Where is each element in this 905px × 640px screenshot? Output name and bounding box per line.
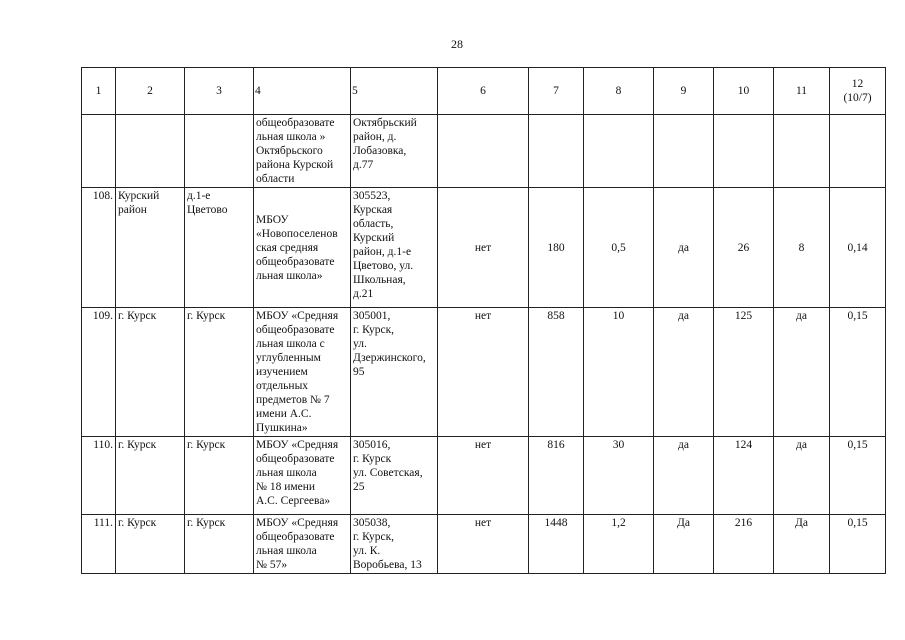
header-col-4: 4	[254, 68, 351, 115]
col6-cell: нет	[438, 188, 529, 308]
address-cell: Октябрьский район, д. Лобазовка, д.77	[351, 115, 438, 188]
col12-cell: 0,15	[830, 437, 886, 515]
col9-cell: Да	[654, 515, 714, 574]
locality-cell: г. Курск	[185, 515, 254, 574]
table-cell	[116, 115, 185, 188]
col7-cell: 858	[529, 308, 584, 437]
district-cell: г. Курск	[116, 308, 185, 437]
col10-cell: 216	[714, 515, 774, 574]
table-cell	[830, 115, 886, 188]
locality-cell: д.1-е Цветово	[185, 188, 254, 308]
header-row	[82, 68, 886, 115]
col9-cell: да	[654, 188, 714, 308]
table-cell	[654, 115, 714, 188]
schools-table	[81, 67, 886, 574]
header-col-7: 7	[529, 68, 584, 115]
locality-cell: г. Курск	[185, 437, 254, 515]
row-number-cell: 110.	[82, 437, 116, 515]
address-cell: 305016, г. Курск ул. Советская, 25	[351, 437, 438, 515]
table-cell	[185, 115, 254, 188]
district-cell: Курский район	[116, 188, 185, 308]
org-name-cell: общеобразовате льная школа » Октябрьского района Курской области	[254, 115, 351, 188]
row-number-cell: 111.	[82, 515, 116, 574]
table-row-110	[82, 437, 886, 515]
header-col-8: 8	[584, 68, 654, 115]
header-col-10: 10	[714, 68, 774, 115]
page-number: 28	[451, 37, 463, 51]
table-row-continuation	[82, 115, 886, 188]
table-cell	[714, 115, 774, 188]
header-col-5: 5	[351, 68, 438, 115]
header-col-3: 3	[185, 68, 254, 115]
col7-cell: 816	[529, 437, 584, 515]
table-cell	[82, 115, 116, 188]
table-cell	[529, 115, 584, 188]
col6-cell: нет	[438, 308, 529, 437]
org-name-cell: МБОУ «Новопоселенов ская средняя общеобразовате льная школа»	[254, 188, 351, 308]
col7-cell: 1448	[529, 515, 584, 574]
row-number-cell: 108.	[82, 188, 116, 308]
table-row-111	[82, 515, 886, 574]
org-name-cell: МБОУ «Средняя общеобразовате льная школа № 57»	[254, 515, 351, 574]
org-name-cell: МБОУ «Средняя общеобразовате льная школа с углубленным изучением отдельных предметов № 7 имени А.С. Пушкина»	[254, 308, 351, 437]
col6-cell: нет	[438, 437, 529, 515]
col11-cell: да	[774, 437, 830, 515]
locality-cell: г. Курск	[185, 308, 254, 437]
address-cell: 305523, Курская область, Курский район, д.1-е Цветово, ул. Школьная, д.21	[351, 188, 438, 308]
col8-cell: 10	[584, 308, 654, 437]
table-row-108	[82, 188, 886, 308]
district-cell: г. Курск	[116, 515, 185, 574]
address-cell: 305001, г. Курск, ул. Дзержинского, 95	[351, 308, 438, 437]
header-col-11: 11	[774, 68, 830, 115]
col9-cell: да	[654, 437, 714, 515]
col11-cell: Да	[774, 515, 830, 574]
header-col-12: 12 (10/7)	[830, 68, 886, 115]
col8-cell: 0,5	[584, 188, 654, 308]
col9-cell: да	[654, 308, 714, 437]
table-cell	[774, 115, 830, 188]
col8-cell: 30	[584, 437, 654, 515]
col7-cell: 180	[529, 188, 584, 308]
org-name-cell: МБОУ «Средняя общеобразовате льная школа № 18 имени А.С. Сергеева»	[254, 437, 351, 515]
header-col-2: 2	[116, 68, 185, 115]
table-cell	[438, 115, 529, 188]
row-number-cell: 109.	[82, 308, 116, 437]
district-cell: г. Курск	[116, 437, 185, 515]
col12-cell: 0,14	[830, 188, 886, 308]
table-cell	[584, 115, 654, 188]
table-row-109	[82, 308, 886, 437]
col8-cell: 1,2	[584, 515, 654, 574]
col12-cell: 0,15	[830, 308, 886, 437]
col11-cell: 8	[774, 188, 830, 308]
header-col-6: 6	[438, 68, 529, 115]
col6-cell: нет	[438, 515, 529, 574]
col12-cell: 0,15	[830, 515, 886, 574]
header-col-1: 1	[82, 68, 116, 115]
col10-cell: 125	[714, 308, 774, 437]
header-col-9: 9	[654, 68, 714, 115]
col11-cell: да	[774, 308, 830, 437]
col10-cell: 124	[714, 437, 774, 515]
col10-cell: 26	[714, 188, 774, 308]
address-cell: 305038, г. Курск, ул. К. Воробьева, 13	[351, 515, 438, 574]
